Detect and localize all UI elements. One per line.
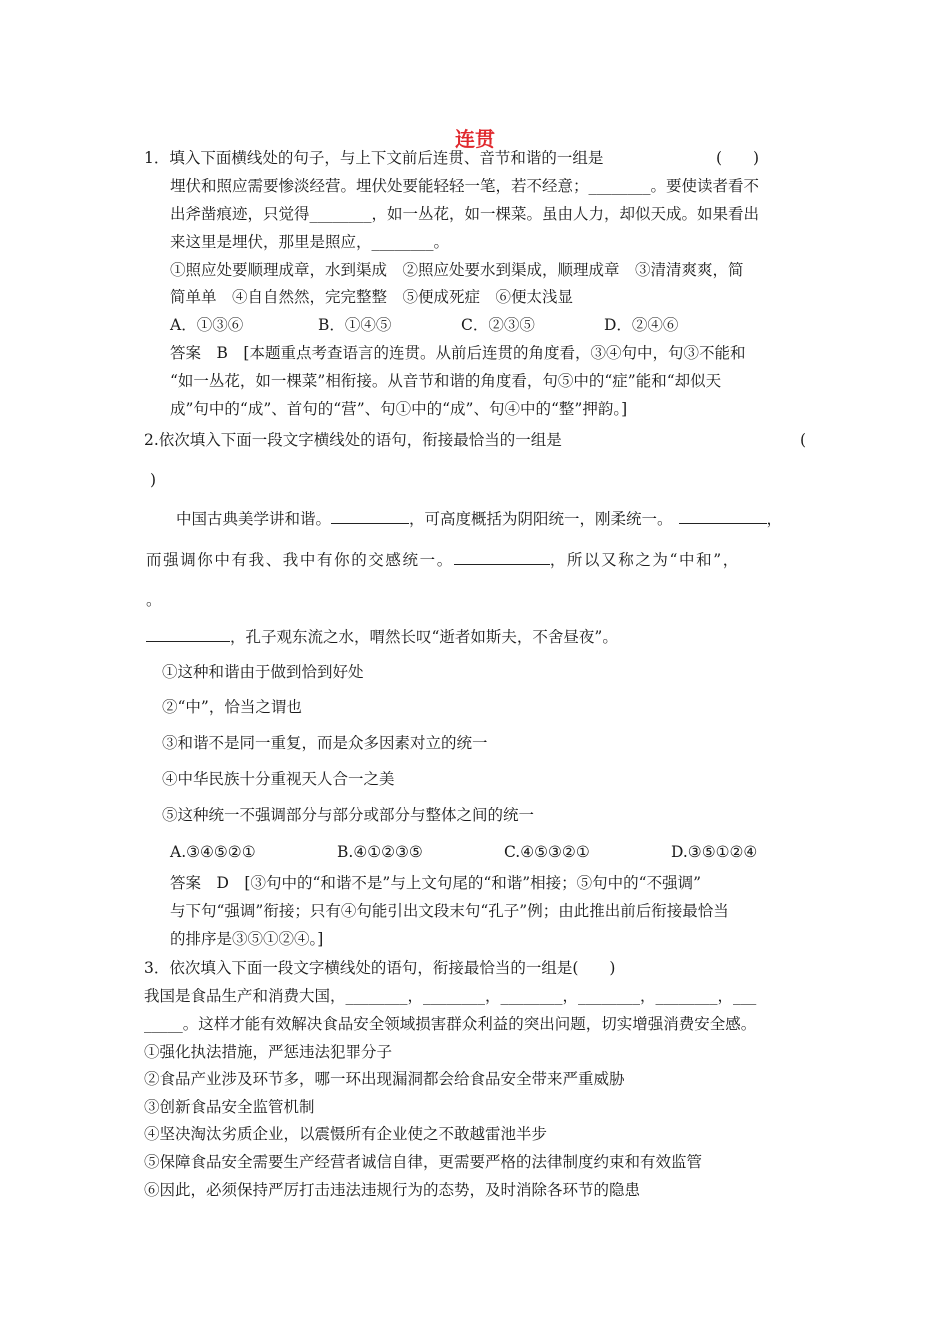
page-title: 连贯 (455, 127, 495, 151)
q1-stem: 1．填入下面横线处的句子，与上下文前后连贯、音节和谐的一组是 (144, 149, 604, 167)
q2-choice-b: B.④①②③⑤ (337, 843, 423, 861)
q3-option-2: ②食品产业涉及环节多，哪一环出现漏洞都会给食品安全带来严重威胁 (144, 1070, 625, 1088)
q3-option-3: ③创新食品安全监管机制 (144, 1098, 315, 1116)
q1-choice-c: C．②③⑤ (461, 316, 535, 334)
q1-answer-line-2: “如一丛花，如一棵菜”相衔接。从音节和谐的角度看，句⑤中的“症”能和“却似天 (170, 372, 722, 390)
q3-passage-line-1: 我国是食品生产和消费大国，________，________，________，________，________，___ (144, 987, 757, 1005)
q1-answer-paren: ( ) (716, 149, 760, 167)
blank-line (331, 508, 409, 524)
q3-option-6: ⑥因此，必须保持严厉打击违法违规行为的态势，及时消除各环节的隐患 (144, 1181, 641, 1199)
q1-choice-b: B．①④⑤ (318, 316, 392, 334)
q2-text-segment: ，所以又称之为“中和”， (549, 551, 740, 569)
blank-line (454, 549, 550, 565)
q2-choice-a: A.③④⑤②① (170, 843, 256, 861)
q2-text-segment: 而强调你中有我、我中有你的交感统一。 (146, 551, 454, 569)
q1-passage-line-1: 埋伏和照应需要惨淡经营。埋伏处要能轻轻一笔，若不经意；________。要使读者看不 (170, 177, 760, 195)
q1-answer-line-3: 成”句中的“成”、首句的“营”、句①中的“成”、句④中的“整”押韵。] (170, 400, 628, 418)
q1-passage-line-3: 来这里是埋伏，那里是照应，________。 (170, 233, 450, 251)
q2-choice-c: C.④⑤③②① (504, 843, 590, 861)
q1-answer-line-1: 答案 B [本题重点考查语言的连贯。从前后连贯的角度看，③④句中，句③不能和 (170, 344, 746, 362)
q1-options-line-1: ①照应处要顺理成章，水到渠成 ②照应处要水到渠成，顺理成章 ③清清爽爽，简 (170, 261, 744, 279)
q2-text-segment: 中国古典美学讲和谐。 (176, 510, 332, 528)
q1-options-line-2: 简单单 ④自自然然，完完整整 ⑤便成死症 ⑥便太浅显 (170, 288, 574, 306)
q2-answer-line-3: 的排序是③⑤①②④。] (170, 930, 324, 948)
q2-passage-line-3: 。 (146, 591, 162, 609)
q2-option-1: ①这种和谐由于做到恰到好处 (162, 663, 364, 681)
q2-paren-close: ) (150, 471, 157, 489)
q2-answer-line-2: 与下句“强调”衔接；只有④句能引出文段末句“孔子”例；由此推出前后衔接最恰当 (170, 902, 729, 920)
q2-text-segment: ，可高度概括为阴阳统一，刚柔统一。 (409, 510, 673, 528)
q2-answer-line-1: 答案 D [③句中的“和谐不是”与上文句尾的“和谐”相接；⑤句中的“不强调” (170, 874, 702, 892)
q2-passage-line-2 (146, 549, 740, 570)
q3-option-4: ④坚决淘汰劣质企业，以震慑所有企业使之不敢越雷池半步 (144, 1125, 548, 1143)
q2-passage-line-4 (146, 626, 618, 647)
q2-paren-open: ( (800, 431, 807, 449)
q2-stem: 2.依次填入下面一段文字横线处的语句，衔接最恰当的一组是 (144, 431, 562, 449)
q1-choice-a: A．①③⑥ (170, 316, 244, 334)
q2-option-4: ④中华民族十分重视天人合一之美 (162, 770, 395, 788)
blank-line (146, 626, 230, 642)
q2-text-segment: ，孔子观东流之水，喟然长叹“逝者如斯夫，不舍昼夜”。 (230, 628, 618, 646)
q2-option-5: ⑤这种统一不强调部分与部分或部分与整体之间的统一 (162, 806, 535, 824)
q2-passage-line-1 (176, 508, 782, 529)
blank-line (679, 508, 767, 524)
q2-option-3: ③和谐不是同一重复，而是众多因素对立的统一 (162, 734, 488, 752)
q2-option-2: ②“中”，恰当之谓也 (162, 698, 302, 716)
q2-text-segment: ， (766, 510, 783, 528)
q3-option-1: ①强化执法措施，严惩违法犯罪分子 (144, 1043, 393, 1061)
q3-passage-line-2: _____。这样才能有效解决食品安全领域损害群众利益的突出问题，切实增强消费安全感。 (144, 1015, 757, 1033)
q1-choice-d: D．②④⑥ (604, 316, 679, 334)
q1-passage-line-2: 出斧凿痕迹，只觉得________，如一丛花，如一棵菜。虽由人力，却似天成。如果看出 (170, 205, 760, 223)
q2-choice-d: D.③⑤①②④ (671, 843, 758, 861)
q3-stem: 3．依次填入下面一段文字横线处的语句，衔接最恰当的一组是( ) (144, 959, 616, 977)
q3-option-5: ⑤保障食品安全需要生产经营者诚信自律，更需要严格的法律制度约束和有效监管 (144, 1153, 703, 1171)
